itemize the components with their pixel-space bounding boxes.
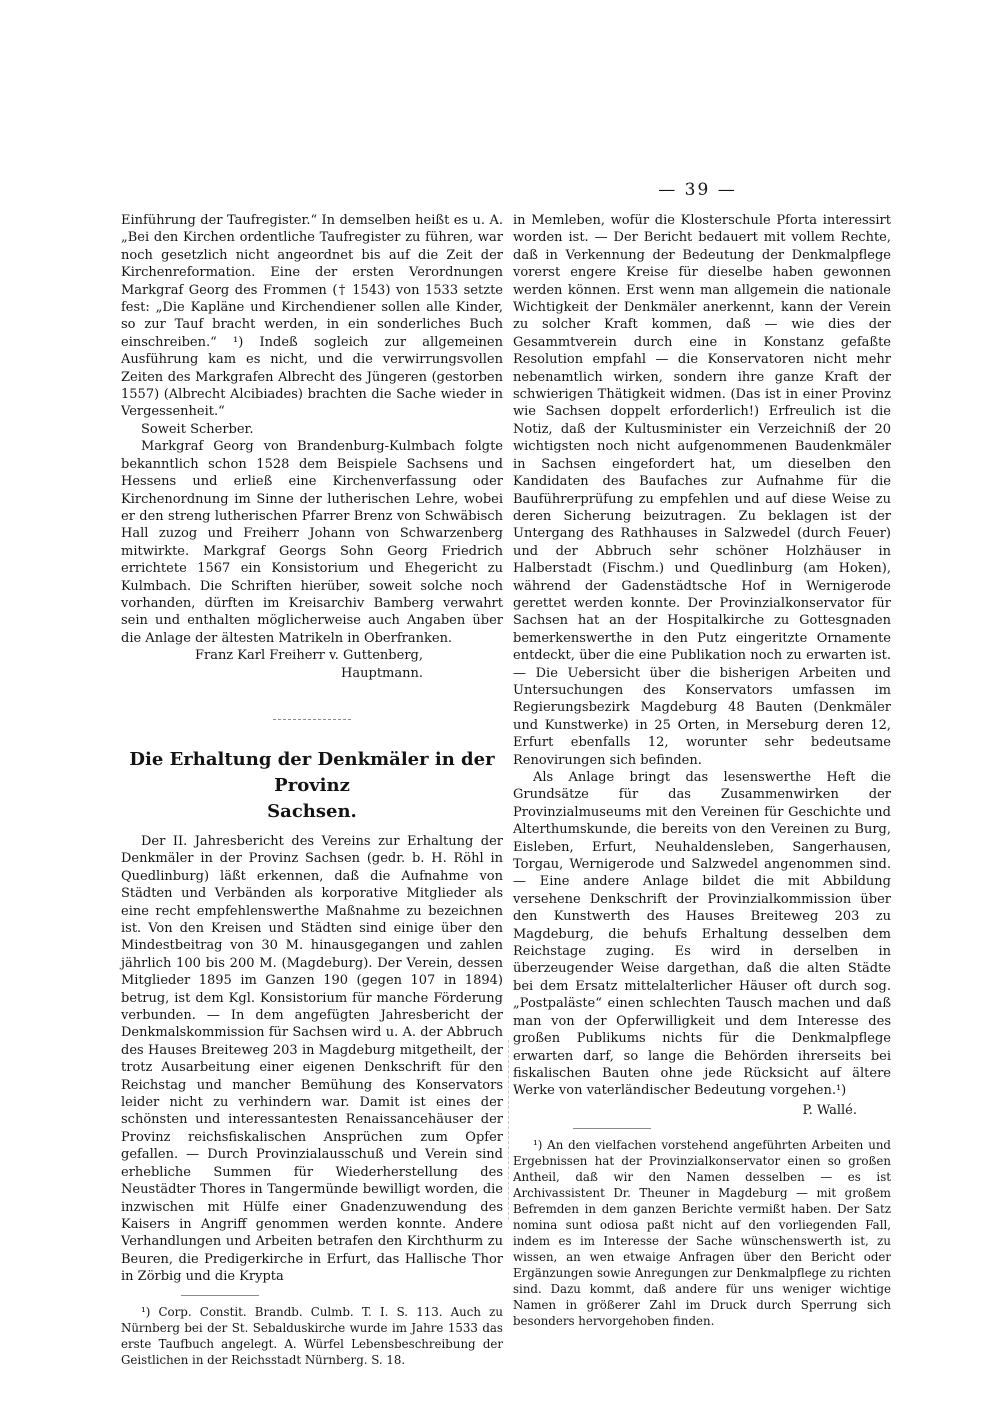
right-column — [513, 212, 891, 1329]
footnote-text: ¹) An den vielfachen vorstehend angeführten Arbeiten und Ergebnissen hat der Provinzialkonservator einen so großen Antheil, daß wir den Namen desselben — es ist Archivassistent Dr. Theuner in Magdeburg — mit großem Befremden in dem ganzen Berichte vermißt haben. Der Satz nomina sunt odiosa paßt nicht auf den vorliegenden Fall, indem es im Interesse der Sache wünschenswerth ist, zu wissen, an wen etwaige Anfragen über den Bericht oder Ergänzungen sowie Anregungen zur Denkmalpflege zu richten sind. Dazu kommt, daß andere für uns weniger wichtige Namen in größerer Zahl im Druck durch Sperrung sich besonders hervorgehoben finden. — [513, 1138, 891, 1329]
footnote-text: ¹) Corp. Constit. Brandb. Culmb. T. I. S. 113. Auch zu Nürnberg bei der St. Sebalduskirche wurde im Jahre 1533 das erste Taufbuch angelegt. A. Würfel Lebensbeschreibung der Geistlichen in der Reichsstadt Nürnberg. S. 18. — [121, 1304, 503, 1367]
article-title-line: Die Erhaltung der Denkmäler in der Provinz — [129, 748, 495, 796]
footnote — [121, 1304, 503, 1368]
article-title — [121, 747, 503, 825]
paragraph: Markgraf Georg von Brandenburg-Kulmbach folgte bekanntlich schon 1528 dem Beispiele Sachsens und Hessens und erließ eine Kirchenverfassung oder Kirchenordnung im Sinne der lutherischen Lehre, wobei er den streng lutherischen Pfarrer Brenz von Schwäbisch Hall zuzog und Freiherr Johann von Schwarzenberg mitwirkte. Markgraf Georgs Sohn Georg Friedrich errichtete 1567 ein Konsistorium und Ehegericht zu Kulmbach. Die Schriften hierüber, soweit solche noch vorhanden, dürften im Kreisarchiv Bamberg verwahrt sein und enthalten möglicherweise auch Angaben über die Anlage der ältesten Matrikeln in Oberfranken. — [121, 439, 503, 646]
article-title-line: Sachsen. — [267, 800, 357, 822]
footnote — [513, 1137, 891, 1329]
author-signature: P. Wallé. — [802, 1102, 857, 1118]
paragraph: Als Anlage bringt das lesenswerthe Heft die Grundsätze für das Zusammenwirken der Provinzialmuseums mit den Vereinen für Geschichte und Alterthumskunde, die bereits von den Vereinen zu Burg, Eisleben, Erfurt, Neuhaldensleben, Sangerhausen, Torgau, Wernigerode und Salzwedel angenommen sind. — Eine andere Anlage bildet die mit Abbildung versehene Denkschrift der Provinzialkommission über den Kunstwerth des Hauses Breiteweg 203 zu Magdeburg, die behufs Erhaltung desselben dem Reichstage zuging. Es wird in derselben in überzeugender Weise dargethan, daß die alten Städte bei dem Ersatz mittelalterlicher Häuser oft durch sog. „Postpaläste“ einen schlechten Tausch machen und daß man von der Opferwilligkeit und dem Interesse des großen Publikums nichts für die Denkmalpflege erwarten darf, so lange die Behörden ihrerseits bei fiskalischen Bauten ohne jede Rücksicht auf ältere Werke von vaterländischer Bedeutung vorgehen.¹) — [513, 770, 891, 1099]
paragraph: Einführung der Taufregister.“ In demselben heißt es u. A. „Bei den Kirchen ordentliche Taufregister zu führen, war noch gesetzlich nicht angeordnet bis auf die Zeit der Kirchenreformation. Eine der ersten Verordnungen Markgraf Georg des Frommen († 1543) von 1533 setzte fest: „Die Kapläne und Kirchendiener sollen alle Kinder, so zur Tauf bracht werden, in ein sonderliches Buch einschreiben.“ ¹) Indeß sogleich zur allgemeinen Ausführung kam es nicht, und die verwirrungsvollen Zeiten des Markgrafen Albrecht des Jüngeren (gestorben 1557) (Albrecht Alcibiades) brachten die Sache wieder in Vergessenheit.“ — [121, 213, 503, 420]
section-divider — [273, 719, 351, 720]
column-rule — [508, 1040, 509, 1220]
paragraph: in Memleben, wofür die Klosterschule Pforta interessirt worden ist. — Der Bericht bedauert mit vollem Rechte, daß in Verkennung der Bedeutung der Denkmalpflege vorerst engere Kreise für dieselbe haben gewonnen werden können. Erst wenn man allgemein die nationale Wichtigkeit der Denkmäler anerkennt, kann der Verein zu solcher Kraft kommen, daß — wie dies der Gesammtverein durch eine in Konstanz gefaßte Resolution empfahl — die Konservatoren nicht mehr nebenamtlich wirken, sondern ihre ganze Kraft der schwierigen Thätigkeit widmen. (Das ist in einer Provinz wie Sachsen doppelt erforderlich!) Erfreulich ist die Notiz, daß der Kultusminister ein Verzeichniß der 20 wichtigsten noch nicht aufgenommenen Baudenkmäler in Sachsen eingefordert hat, um dieselben den Kandidaten des Baufaches zur Aufnahme für die Bauführerprüfung zu empfehlen und auf diese Weise zu deren Sicherung beizutragen. Zu beklagen ist der Untergang des Rathhauses in Salzwedel (durch Feuer) und der Abbruch sehr schöner Holzhäuser in Halberstadt (Fischm.) und Quedlinburg (am Hoken), während der Gadenstädtsche Hof in Wernigerode gerettet werden konnte. Der Provinzialkonservator für Sachsen hat an der Hospitalkirche zu Gottesgnaden bemerkenswerthe in den Putz eingeritzte Ornamente entdeckt, über die eine Publikation noch zu erwarten ist. — Die Uebersicht über die bisherigen Arbeiten und Untersuchungen des Konservators umfassen im Regierungsbezirk Magdeburg 48 Bauten (Denkmäler und Kunstwerke) in 25 Orten, in Merseburg deren 12, Erfurt ebenfalls 12, worunter sehr bedeutsame Renovirungen sich befinden. — [513, 213, 891, 768]
footnote-divider — [573, 1128, 651, 1129]
footnote-divider — [181, 1295, 259, 1296]
paragraph: Der II. Jahresbericht des Vereins zur Erhaltung der Denkmäler in der Provinz Sachsen (gedr. b. H. Röhl in Quedlinburg) läßt erkennen, daß die Aufnahme von Städten und Verbänden als korporative Mitglieder als eine recht empfehlenswerthe Maßnahme zu bezeichnen ist. Von den Kreisen und Städten sind einige über den Mindestbeitrag von 30 M. hinausgegangen und zahlen jährlich 100 bis 200 M. (Magdeburg). Der Verein, dessen Mitglieder 1895 im Ganzen 190 (gegen 107 in 1894) betrug, ist dem Kgl. Konsistorium für manche Förderung verbunden. — In dem angefügten Jahresbericht der Denkmalskommission für Sachsen wird u. A. der Abbruch des Hauses Breiteweg 203 in Magdeburg mitgetheilt, der trotz Ausarbeitung einer eigenen Denkschrift für den Reichstag und mancher Bemühung des Konservators leider nicht zu verhindern war. Damit ist eines der schönsten und interessantesten Renaissancehäuser der Provinz reichsfiskalischen Ansprüchen zum Opfer gefallen. — Durch Provinzialausschuß und Verein sind erhebliche Summen für Wiederherstellung des Neustädter Thores in Tangermünde bewilligt worden, die inzwischen mit Hülfe einer Gnadenzuwendung des Kaisers in Angriff genommen werden konnte. Andere Verhandlungen und Arbeiten betrafen den Kirchthurm zu Beuren, die Predigerkirche in Erfurt, das Hallische Thor in Zörbig und die Krypta — [121, 833, 503, 1285]
paragraph: Soweit Scherber. — [141, 421, 254, 437]
author-signature: Franz Karl Freiherr v. Guttenberg, Hauptmann. — [194, 648, 423, 681]
left-column — [121, 212, 503, 1368]
page-number: — 39 — — [658, 180, 737, 200]
